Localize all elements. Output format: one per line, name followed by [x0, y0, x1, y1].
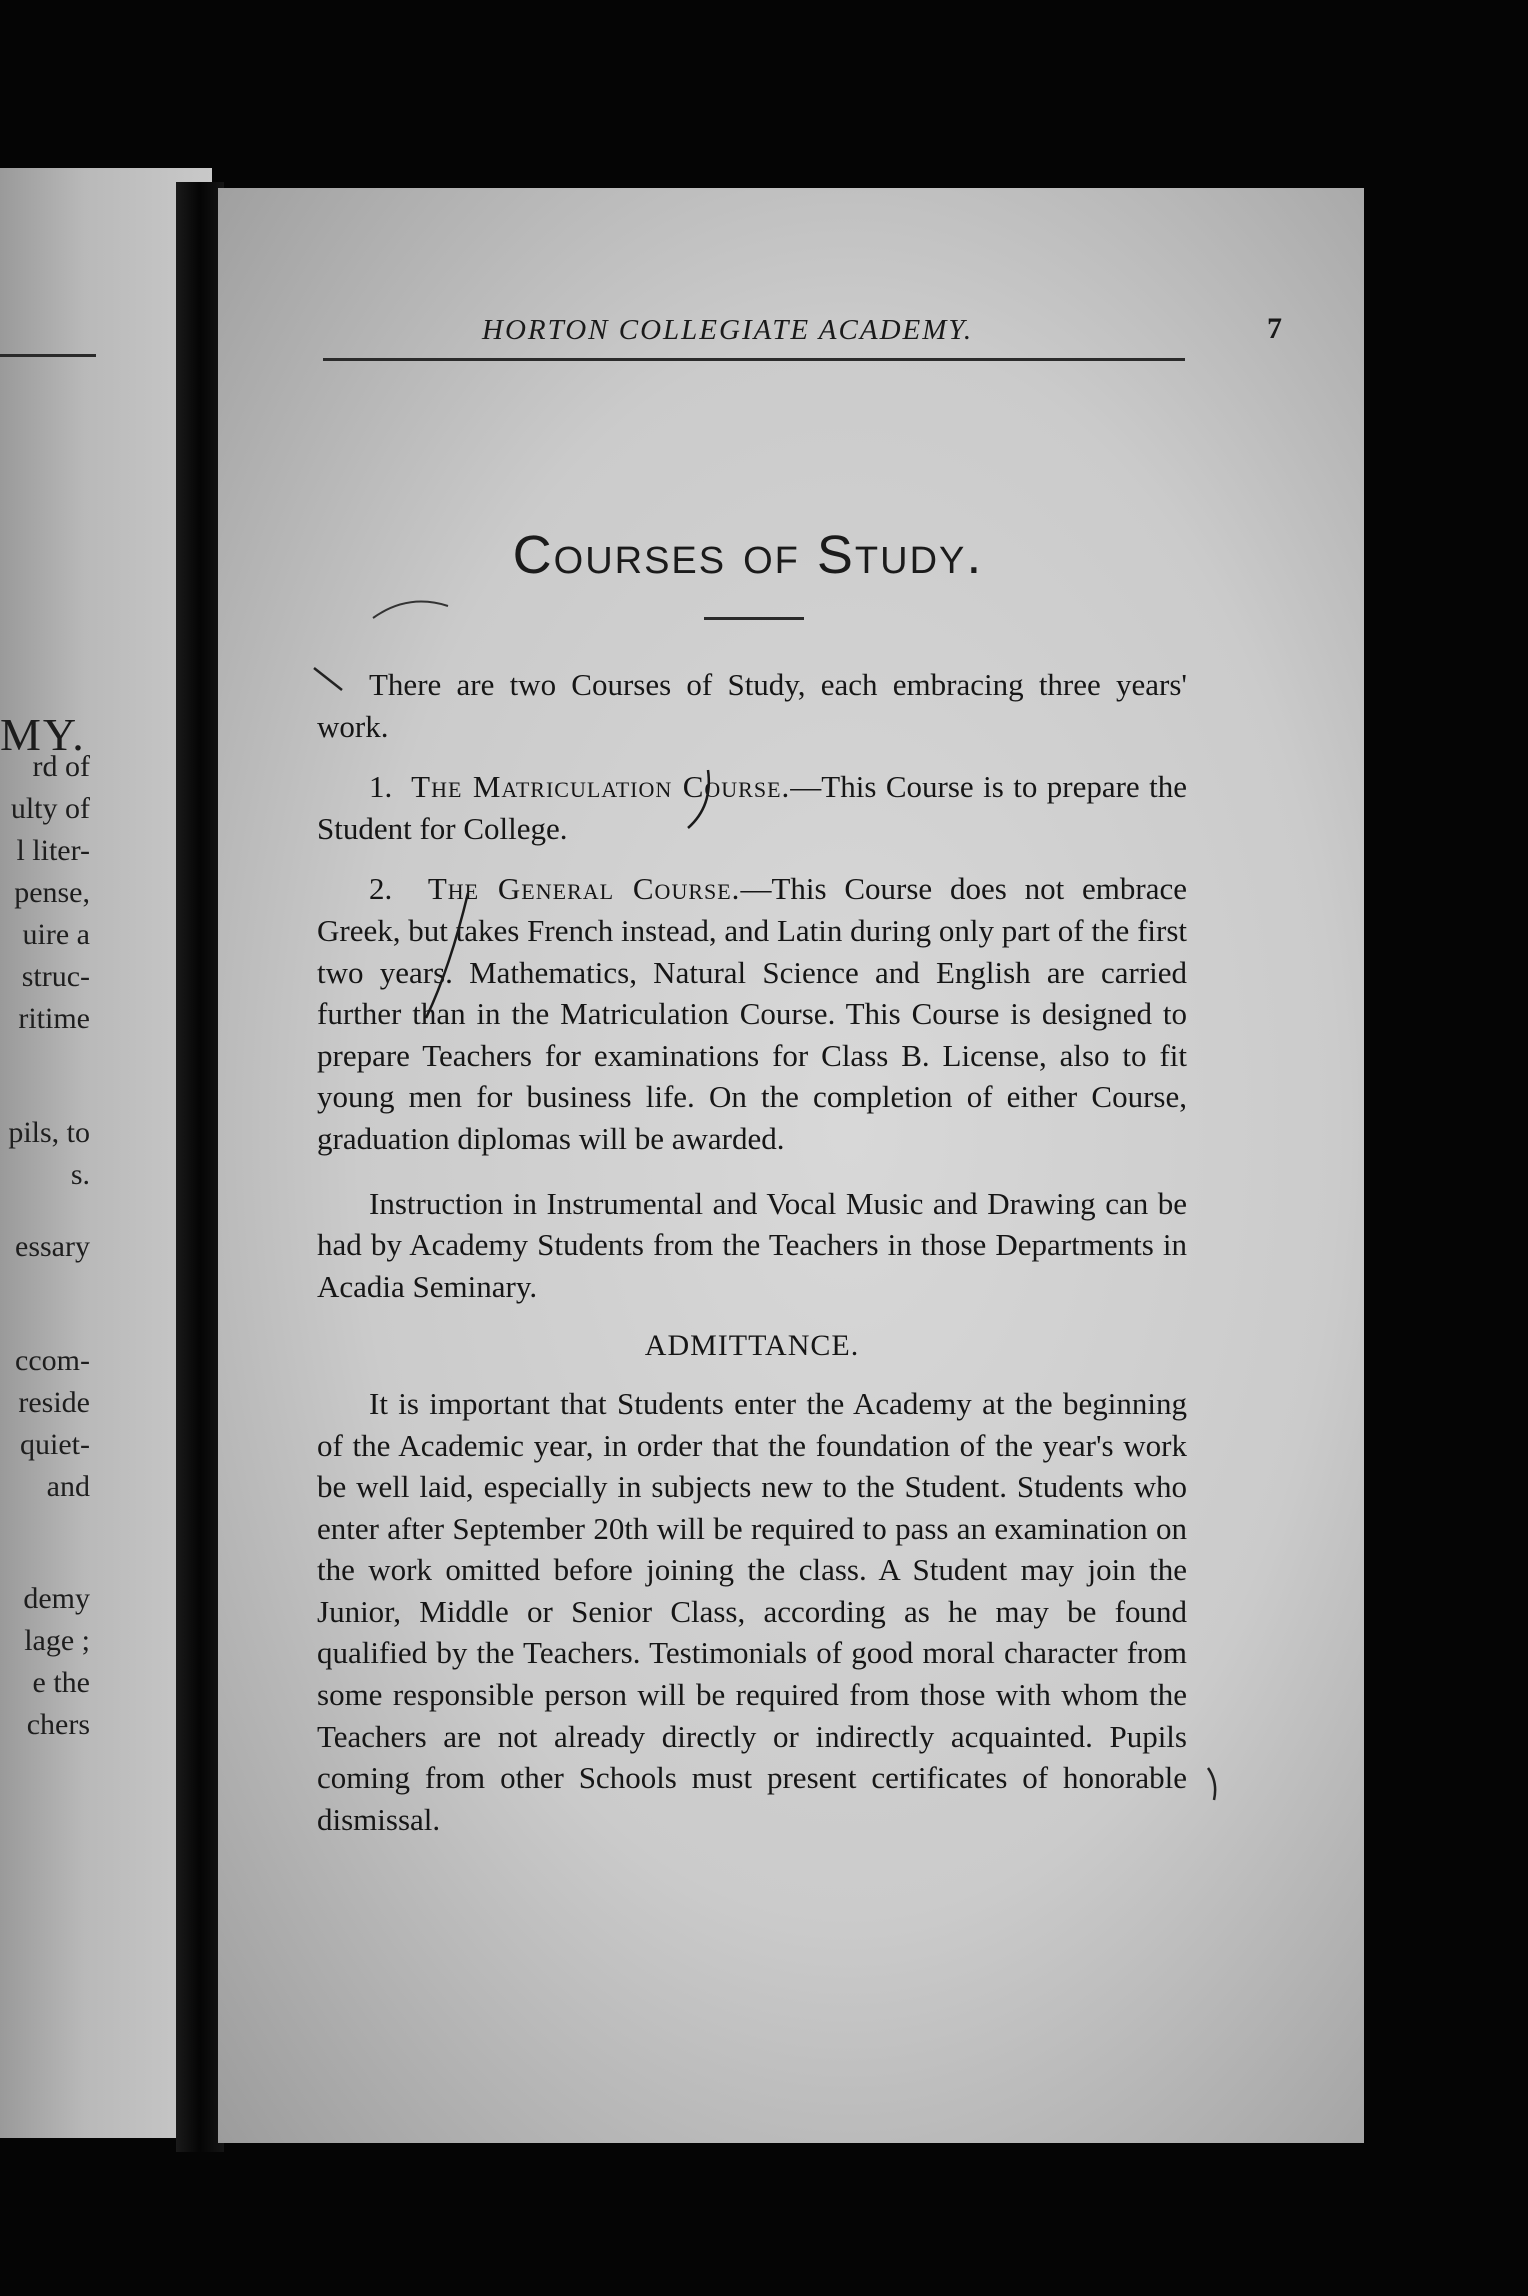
margin-mark — [1208, 1768, 1215, 1800]
left-page-line-fragment: uire a — [22, 918, 90, 951]
left-page-line-fragment: struc- — [21, 960, 90, 993]
pencil-marks — [218, 188, 1364, 2143]
page-number: 7 — [1267, 312, 1282, 345]
course-1-number: 1. — [369, 769, 393, 805]
left-page-line-fragment: l liter- — [16, 834, 90, 867]
course-1-name: The Matriculation Course. — [411, 769, 791, 805]
left-page-line-fragment: s. — [70, 1158, 90, 1191]
course-2-name: The General Course. — [427, 871, 741, 907]
course-2-number: 2. — [369, 871, 393, 907]
pencil-arc-mark — [373, 602, 448, 618]
left-page-line-fragment: demy — [23, 1582, 90, 1615]
pencil-check-mark — [688, 770, 709, 828]
book-binding — [176, 182, 224, 2152]
left-page-line-fragment: pils, to — [8, 1116, 90, 1149]
left-page-line-fragment: quiet- — [20, 1428, 90, 1461]
left-page-line-fragment: reside — [18, 1386, 90, 1419]
left-page-line-fragment: rd of — [32, 750, 90, 783]
left-page-line-fragment: ulty of — [10, 792, 90, 825]
left-page-line-fragment: ritime — [18, 1002, 90, 1035]
left-page-line-fragment: and — [46, 1470, 90, 1503]
admittance-heading: ADMITTANCE. — [644, 1329, 860, 1363]
course-1-text: —This Course is to prepare the Student for College. — [317, 769, 1187, 846]
left-page-line-fragment: lage ; — [24, 1624, 90, 1657]
intro-paragraph: There are two Courses of Study, each embracing three years' work. — [317, 667, 1187, 744]
left-page-line-fragment: e the — [32, 1666, 90, 1699]
music-paragraph: Instruction in Instrumental and Vocal Music and Drawing can be had by Academy Students from the Teachers in those Departments in Acadia Seminary. — [317, 1185, 1187, 1304]
left-page-rule — [0, 354, 96, 357]
left-page-line-fragment: essary — [15, 1230, 90, 1263]
left-page-heading: MY. — [0, 709, 86, 760]
left-page-line-fragment: chers — [26, 1708, 90, 1741]
course-2-text: —This Course does not embrace Greek, but takes French instead, and Latin during only part of the first two years. Mathematics, Natural Science and English are carried further than in the Matriculation Course. This Course is designed to prepare Teachers for examinations for Class B. License, also to fit young men for business life. On the completion of either Course, graduation diplomas will be awarded. — [317, 871, 1187, 1156]
pencil-tick-mark — [314, 668, 342, 690]
pencil-divider-mark — [426, 893, 468, 1018]
right-page — [218, 188, 1364, 2143]
left-page-line-fragment: pense, — [14, 876, 90, 909]
admittance-paragraph: It is important that Students enter the Academy at the beginning of the Academic year, in order that the foundation of the year's work be well laid, especially in subjects new to the Student. Students who enter after September 20th will be required to pass an examination on the work omitted before joining the class. A Student may join the Junior, Middle or Senior Class, according as he may be found qualified by the Teachers. Testimonials of good moral character from some responsible person will be required from those with whom the Teachers are not already directly or indirectly acquainted. Pupils coming from other Schools must present certificates of honorable dismissal. — [317, 1385, 1187, 1837]
page-title: Courses of Study. — [512, 525, 984, 585]
running-title: HORTON COLLEGIATE ACADEMY. — [482, 314, 974, 346]
left-page-line-fragment: ccom- — [15, 1344, 90, 1377]
